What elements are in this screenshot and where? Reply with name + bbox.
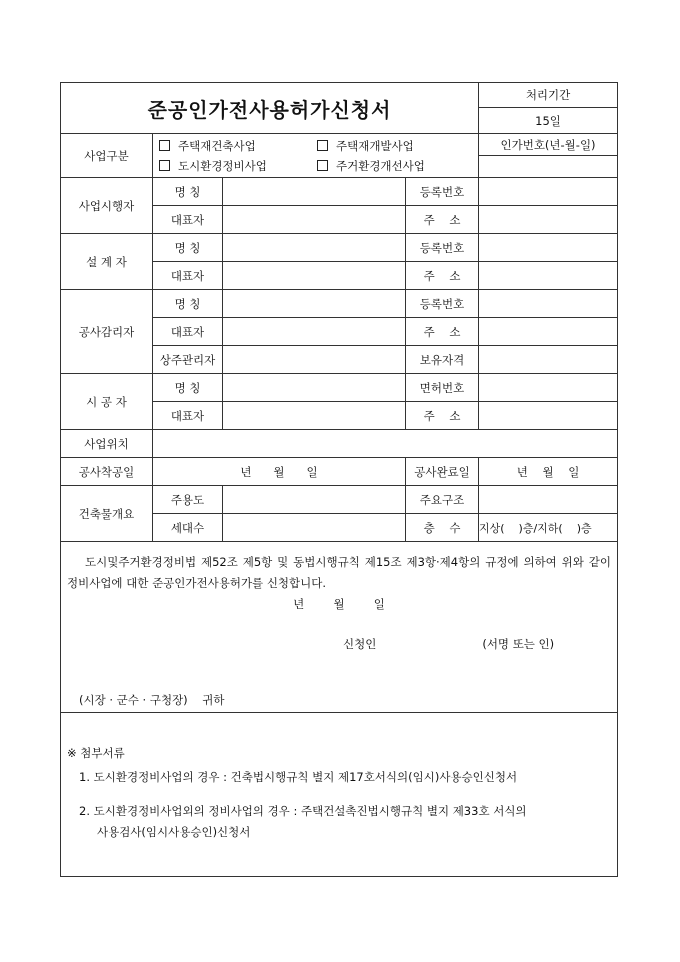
checkbox-icon[interactable] — [317, 160, 328, 171]
license-no-label: 면허번호 — [406, 374, 479, 402]
floors-field[interactable]: 지상( )층/지하( )층 — [479, 514, 618, 542]
start-date-field[interactable]: 년 월 일 — [153, 458, 406, 486]
operator-label: 사업시행자 — [61, 178, 153, 234]
reg-no-label: 등록번호 — [406, 234, 479, 262]
designer-label: 설 계 자 — [61, 234, 153, 290]
start-date-label: 공사착공일 — [61, 458, 153, 486]
signature-label: (서명 또는 인) — [482, 637, 555, 651]
main-structure-label: 주요구조 — [406, 486, 479, 514]
attachment-item-line: 사용검사(임시사용승인)신청서 — [97, 825, 251, 839]
designer-name-field[interactable] — [223, 234, 406, 262]
end-date-label: 공사완료일 — [406, 458, 479, 486]
designer-rep-field[interactable] — [223, 262, 406, 290]
qualification-field[interactable] — [479, 346, 618, 374]
rep-label: 대표자 — [153, 402, 223, 430]
rep-label: 대표자 — [153, 206, 223, 234]
name-label: 명 칭 — [153, 178, 223, 206]
applicant-label: 신청인 — [343, 637, 377, 651]
households-field[interactable] — [223, 514, 406, 542]
statement-text: 도시및주거환경정비법 제52조 제5항 및 동법시행규칙 제15조 제3항·제4항의 규정에 의하여 위와 같이 정비사업에 대한 준공인가전사용허가를 신청합니다. — [67, 555, 612, 590]
option-label: 주거환경개선사업 — [336, 158, 425, 173]
business-type-options — [153, 134, 479, 178]
households-label: 세대수 — [153, 514, 223, 542]
checkbox-icon[interactable] — [159, 140, 170, 151]
address-label: 주 소 — [406, 206, 479, 234]
overview-label: 건축물개요 — [61, 486, 153, 542]
business-type-label: 사업구분 — [61, 134, 153, 178]
supervisor-rep-field[interactable] — [223, 318, 406, 346]
builder-license-field[interactable] — [479, 374, 618, 402]
checkbox-option[interactable] — [317, 158, 475, 174]
checkbox-icon[interactable] — [317, 140, 328, 151]
rep-label: 대표자 — [153, 262, 223, 290]
attachment-item: 1. 도시환경정비사업의 경우 : 건축법시행규칙 별지 제17호서식의(임시)사용승인신청서 — [79, 770, 518, 784]
name-label: 명 칭 — [153, 234, 223, 262]
address-label: 주 소 — [406, 262, 479, 290]
designer-address-field[interactable] — [479, 262, 618, 290]
operator-rep-field[interactable] — [223, 206, 406, 234]
address-label: 주 소 — [406, 402, 479, 430]
operator-address-field[interactable] — [479, 206, 618, 234]
location-label: 사업위치 — [61, 430, 153, 458]
name-label: 명 칭 — [153, 374, 223, 402]
checkbox-option[interactable] — [159, 158, 317, 174]
reg-no-label: 등록번호 — [406, 290, 479, 318]
builder-label: 시 공 자 — [61, 374, 153, 430]
builder-rep-field[interactable] — [223, 402, 406, 430]
resident-manager-label: 상주관리자 — [153, 346, 223, 374]
main-use-label: 주용도 — [153, 486, 223, 514]
checkbox-option[interactable] — [317, 138, 475, 154]
application-form — [60, 82, 618, 877]
resident-manager-field[interactable] — [223, 346, 406, 374]
address-label: 주 소 — [406, 318, 479, 346]
attachments-heading: ※ 첨부서류 — [67, 746, 125, 760]
supervisor-label: 공사감리자 — [61, 290, 153, 374]
operator-name-field[interactable] — [223, 178, 406, 206]
supervisor-reg-no-field[interactable] — [479, 290, 618, 318]
name-label: 명 칭 — [153, 290, 223, 318]
operator-reg-no-field[interactable] — [479, 178, 618, 206]
approval-number-field[interactable] — [479, 156, 618, 178]
builder-address-field[interactable] — [479, 402, 618, 430]
supervisor-address-field[interactable] — [479, 318, 618, 346]
floors-label: 층 수 — [406, 514, 479, 542]
qualification-label: 보유자격 — [406, 346, 479, 374]
end-date-field[interactable]: 년 월 일 — [479, 458, 618, 486]
processing-period-value: 15일 — [479, 108, 618, 134]
reg-no-label: 등록번호 — [406, 178, 479, 206]
option-label: 주택재개발사업 — [336, 138, 414, 153]
approval-number-label: 인가번호(년-월-일) — [479, 134, 618, 156]
option-label: 주택재건축사업 — [178, 138, 256, 153]
addressee: (시장 · 군수 · 구청장) 귀하 — [79, 693, 225, 707]
supervisor-name-field[interactable] — [223, 290, 406, 318]
statement-date: 년 월 일 — [293, 597, 385, 611]
option-label: 도시환경정비사업 — [178, 158, 267, 173]
attachment-item-line: 2. 도시환경정비사업외의 정비사업의 경우 : 주택건설촉진법시행규칙 별지 제33호 서식의 — [79, 804, 527, 818]
main-structure-field[interactable] — [479, 486, 618, 514]
form-title: 준공인가전사용허가신청서 — [61, 83, 479, 134]
rep-label: 대표자 — [153, 318, 223, 346]
designer-reg-no-field[interactable] — [479, 234, 618, 262]
builder-name-field[interactable] — [223, 374, 406, 402]
attachments-section — [61, 713, 618, 877]
main-use-field[interactable] — [223, 486, 406, 514]
checkbox-icon[interactable] — [159, 160, 170, 171]
location-field[interactable] — [153, 430, 618, 458]
checkbox-option[interactable] — [159, 138, 317, 154]
processing-period-label: 처리기간 — [479, 83, 618, 108]
statement-section — [61, 542, 618, 713]
attachment-item — [67, 801, 611, 843]
